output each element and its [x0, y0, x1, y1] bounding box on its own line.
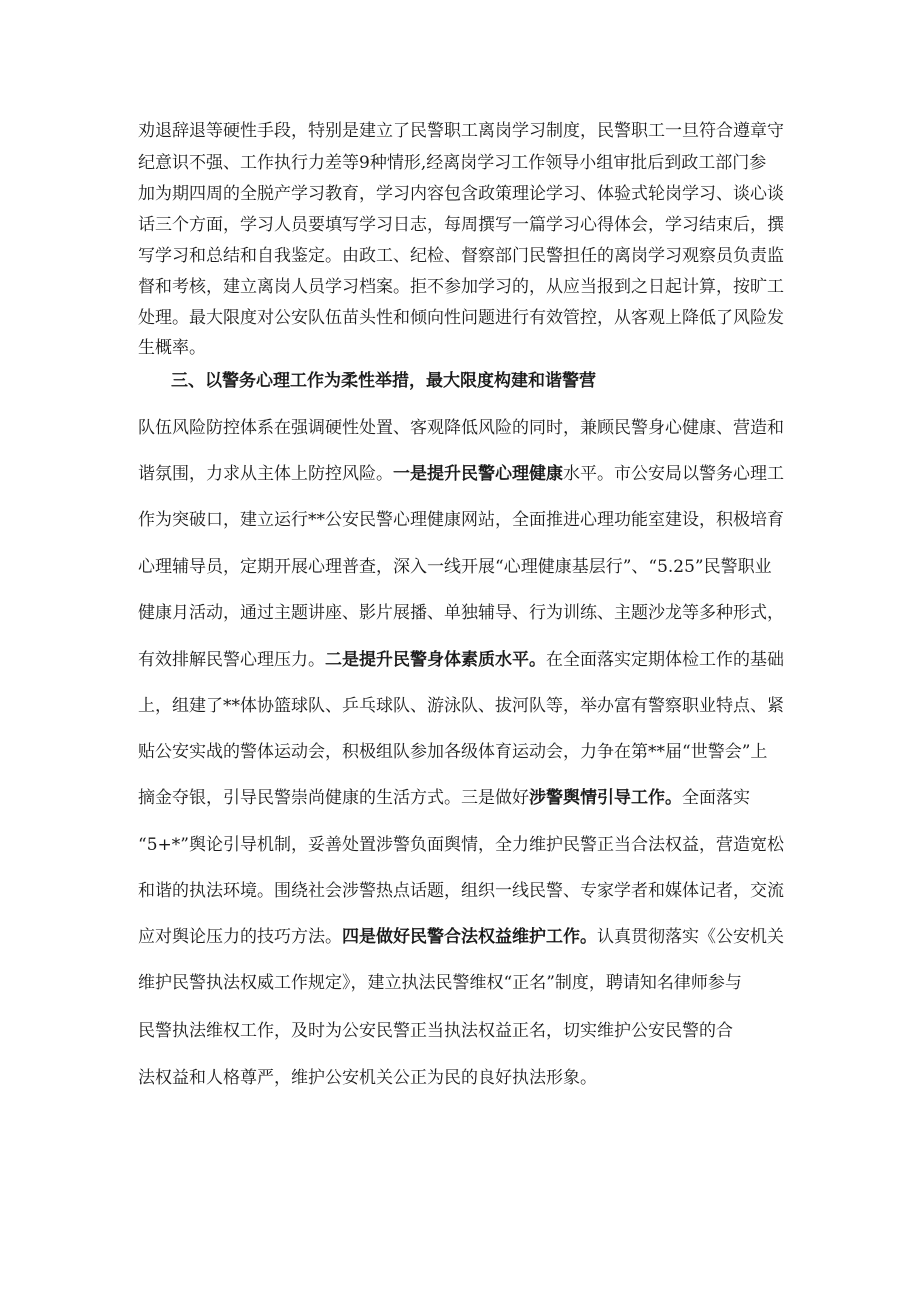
- text-run: 应对舆论压力的技巧方法。: [138, 927, 342, 947]
- text-run: 认真贯彻落实《公安机关: [597, 927, 784, 947]
- text-run: 谐氛围，力求从主体上防控风险。: [138, 464, 393, 484]
- bold-run: 四是做好民警合法权益维护工作。: [342, 927, 597, 947]
- paragraph-line: 写学习和总结和自我鉴定。由政工、纪检、督察部门民警担任的离岗学习观察员负责监: [138, 246, 784, 266]
- text-run: 水平。市公安局以警务心理工: [563, 464, 784, 484]
- text-run: 在全面落实定期体检工作的基础: [546, 650, 784, 670]
- paragraph-line: [138, 927, 784, 947]
- paragraph-line: 法权益和人格尊严，维护公安机关公正为民的良好执法形象。: [138, 1068, 597, 1088]
- paragraph-line: 维护民警执法权威工作规定》，建立执法民警维权“正名”制度，聘请知名律师参与: [138, 973, 742, 993]
- text-run: 有效排解民警心理压力。: [138, 650, 325, 670]
- paragraph-line: 民警执法维权工作，及时为公安民警正当执法权益正名，切实维护公安民警的合: [138, 1021, 733, 1041]
- paragraph-line: [138, 464, 784, 484]
- paragraph-line: 心理辅导员，定期开展心理普查，深入一线开展“心理健康基层行”、“5.25”民警职业: [138, 557, 772, 577]
- paragraph-line: 上，组建了**体协篮球队、乒乓球队、游泳队、拔河队等，举办富有警察职业特点、紧: [138, 696, 784, 716]
- bold-run: 涉警舆情引导工作。: [529, 788, 682, 808]
- paragraph-line: 纪意识不强、工作执行力差等9种情形,经离岗学习工作领导小组审批后到政工部门参: [138, 153, 767, 173]
- paragraph-line: [138, 788, 750, 808]
- paragraph-line: [138, 650, 784, 670]
- bold-run: 二是提升民警身体素质水平。: [325, 650, 546, 670]
- bold-run: 一是提升民警心理健康: [393, 464, 563, 484]
- paragraph-line: 健康月活动，通过主题讲座、影片展播、单独辅导、行为训练、主题沙龙等多种形式，: [138, 603, 784, 623]
- paragraph-line: 加为期四周的全脱产学习教育，学习内容包含政策理论学习、体验式轮岗学习、谈心谈: [138, 184, 784, 204]
- paragraph-line: 话三个方面，学习人员要填写学习日志，每周撰写一篇学习心得体会，学习结束后，撰: [138, 215, 784, 235]
- paragraph-line: 作为突破口，建立运行**公安民警心理健康网站，全面推进心理功能室建设，积极培育: [138, 510, 784, 530]
- paragraph-line: 督和考核，建立离岗人员学习档案。拒不参加学习的，从应当报到之日起计算，按旷工: [138, 277, 784, 297]
- paragraph-line: 队伍风险防控体系在强调硬性处置、客观降低风险的同时，兼顾民警身心健康、营造和: [138, 418, 784, 438]
- paragraph-line: 处理。最大限度对公安队伍苗头性和倾向性问题进行有效管控，从客观上降低了风险发: [138, 308, 784, 328]
- text-run: 摘金夺银，引导民警崇尚健康的生活方式。三是做好: [138, 788, 529, 808]
- paragraph-line: 和谐的执法环境。围绕社会涉警热点话题，组织一线民警、专家学者和媒体记者，交流: [138, 881, 784, 901]
- paragraph-line: “5+*”舆论引导机制，妥善处置涉警负面舆情，全力维护民警正当合法权益，营造宽松: [138, 835, 784, 855]
- paragraph-line: 劝退辞退等硬性手段，特别是建立了民警职工离岗学习制度，民警职工一旦符合遵章守: [138, 121, 784, 141]
- section-heading: 三、以警务心理工作为柔性举措，最大限度构建和谐警营: [171, 371, 596, 391]
- text-run: 全面落实: [682, 788, 750, 808]
- paragraph-line: 生概率。: [138, 338, 206, 358]
- paragraph-line: 贴公安实战的警体运动会，积极组队参加各级体育运动会，力争在第**届“世警会”上: [138, 742, 768, 762]
